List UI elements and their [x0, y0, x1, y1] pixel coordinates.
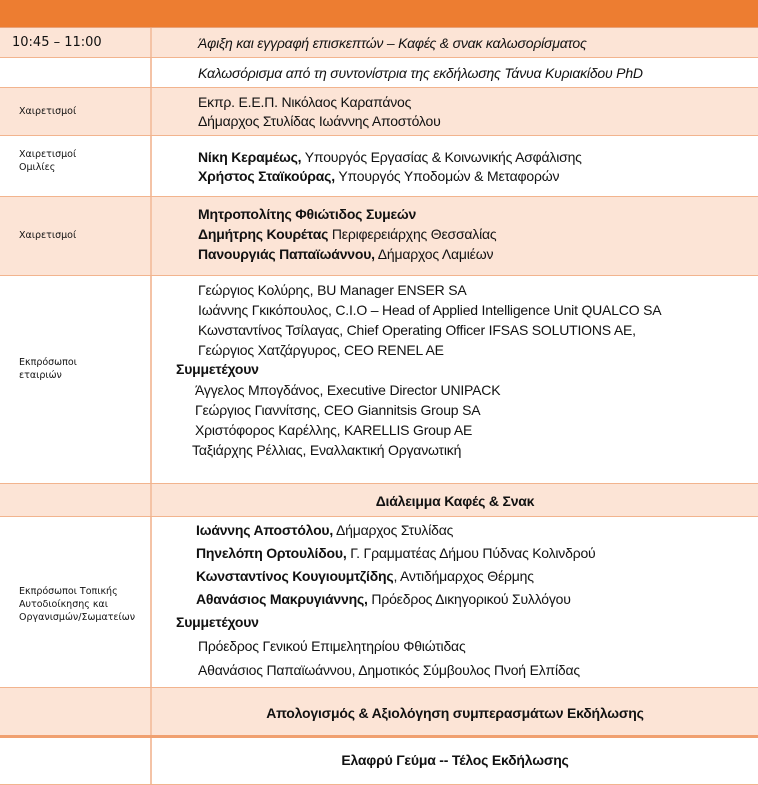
- activity-text: Ελαφρύ Γεύμα -- Τέλος Εκδήλωσης: [341, 752, 569, 768]
- speaker-line: [196, 544, 596, 562]
- participant-line: Ταξιάρχης Ρέλλιας, Εναλλακτική Οργανωτική: [192, 442, 462, 458]
- speakers-cell: [152, 88, 758, 135]
- speaker-role: Περιφερειάρχης Θεσσαλίας: [328, 226, 497, 242]
- category-cell: [0, 88, 152, 135]
- speaker-name: Πηνελόπη Ορτουλίδου,: [196, 545, 347, 561]
- speaker-line: [198, 225, 496, 243]
- agenda-row-greetings-1: [0, 88, 758, 136]
- speaker-line: [196, 567, 534, 585]
- activity-text: Άφιξη και εγγραφή επισκεπτών – Καφές & σνακ καλωσορίσματος: [198, 35, 587, 51]
- category-label: Ομιλίες: [19, 162, 56, 173]
- speaker-line: [198, 205, 416, 223]
- category-cell: [0, 738, 152, 784]
- speaker-role: Πρόεδρος Δικηγορικού Συλλόγου: [367, 591, 571, 607]
- participant-line: Αθανάσιος Παπαϊωάννου, Δημοτικός Σύμβουλος Πνοή Ελπίδας: [198, 662, 580, 678]
- category-label: Χαιρετισμοί: [19, 106, 77, 117]
- agenda-row-evaluation: [0, 688, 758, 738]
- time-slot: 10:45 – 11:00: [12, 35, 102, 50]
- category-cell: [0, 688, 152, 735]
- speaker-line: Εκπρ. Ε.Ε.Π. Νικόλαος Καραπάνος: [198, 94, 412, 110]
- speaker-name: Χρήστος Σταϊκούρας,: [198, 168, 335, 184]
- speakers-cell: [152, 197, 758, 275]
- participants-heading: Συμμετέχουν: [176, 361, 259, 377]
- category-cell: [0, 484, 152, 516]
- speaker-name: Αθανάσιος Μακρυγιάννης,: [196, 591, 368, 607]
- speaker-line: [198, 167, 559, 185]
- speaker-role: Δήμαρχος Στυλίδας: [333, 522, 454, 538]
- speaker-name: Μητροπολίτης Φθιώτιδος Συμεών: [198, 206, 417, 222]
- speakers-cell: [152, 517, 758, 687]
- activity-text: Καλωσόρισμα από τη συντονίστρια της εκδήλωσης Τάνυα Κυριακίδου PhD: [198, 65, 643, 81]
- speaker-role: Υπουργός Υποδομών & Μεταφορών: [334, 168, 560, 184]
- speaker-role: Δήμαρχος Λαμιέων: [374, 246, 494, 262]
- speaker-line: Γεώργιος Κολύρης, BU Manager ENSER SA: [198, 282, 467, 298]
- category-cell: [0, 276, 152, 483]
- activity-cell: [152, 58, 758, 87]
- activity-cell: [152, 484, 758, 516]
- agenda-row-lunch: [0, 738, 758, 785]
- speaker-line: Ιωάννης Γκικόπουλος, C.I.O – Head of Applied Intelligence Unit QUALCO SA: [198, 302, 662, 318]
- category-label: Αυτοδιοίκησης και: [19, 599, 108, 610]
- category-label: Οργανισμών/Σωματείων: [19, 612, 136, 623]
- speaker-line: Κωνσταντίνος Τσίλαγας, Chief Operating Officer IFSAS SOLUTIONS AE,: [198, 322, 636, 338]
- speaker-role: Υπουργός Εργασίας & Κοινωνικής Ασφάλισης: [301, 149, 582, 165]
- agenda-row-arrival: [0, 28, 758, 58]
- speaker-line: [196, 590, 571, 608]
- category-cell: [0, 136, 152, 196]
- category-label: Εκπρόσωποι: [19, 357, 77, 368]
- agenda-row-welcome: [0, 58, 758, 88]
- activity-text: Διάλειμμα Καφές & Σνακ: [375, 493, 535, 509]
- category-label: εταιριών: [19, 370, 62, 381]
- activity-cell: [152, 688, 758, 735]
- activity-text: Απολογισμός & Αξιολόγηση συμπερασμάτων Εκδήλωσης: [266, 705, 644, 721]
- activity-cell: [152, 738, 758, 784]
- speaker-name: Ιωάννης Αποστόλου,: [196, 522, 334, 538]
- participant-line: Πρόεδρος Γενικού Επιμελητηρίου Φθιώτιδας: [198, 638, 466, 654]
- speaker-role: , Αντιδήμαρχος Θέρμης: [393, 568, 534, 584]
- participant-line: Άγγελος Μπογδάνος, Executive Director UNIPACK: [195, 382, 501, 398]
- speaker-line: Γεώργιος Χατζάργυρος, CEO RENEL AE: [198, 342, 444, 358]
- speakers-cell: [152, 136, 758, 196]
- speaker-name: Κωνσταντίνος Κουγιουμτζίδης: [196, 568, 394, 584]
- agenda-row-companies: [0, 276, 758, 484]
- speaker-name: Δημήτρης Κουρέτας: [198, 226, 329, 242]
- speaker-role: Γ. Γραμματέας Δήμου Πύδνας Κολινδρού: [346, 545, 596, 561]
- category-cell: [0, 197, 152, 275]
- activity-cell: [152, 28, 758, 57]
- speaker-line: [196, 521, 453, 539]
- participant-line: Χριστόφορος Καρέλλης, KARELLIS Group AE: [195, 422, 473, 438]
- speakers-cell: [152, 276, 758, 483]
- category-cell: [0, 517, 152, 687]
- category-label: Εκπρόσωποι Τοπικής: [19, 586, 118, 597]
- participant-line: Γεώργιος Γιαννίτσης, CEO Giannitsis Group SA: [195, 402, 481, 418]
- participants-heading: Συμμετέχουν: [176, 614, 259, 630]
- category-label: Χαιρετισμοί: [19, 149, 77, 160]
- agenda-row-coffee-break: [0, 484, 758, 517]
- header-bar: [0, 0, 758, 28]
- agenda-row-greetings-speeches: [0, 136, 758, 197]
- time-cell: [0, 28, 152, 57]
- agenda-row-local-government: [0, 517, 758, 688]
- category-label: Χαιρετισμοί: [19, 230, 77, 241]
- speaker-line: [198, 245, 493, 263]
- speaker-name: Πανουργιάς Παπαϊωάννου,: [198, 246, 375, 262]
- time-cell: [0, 58, 152, 87]
- speaker-line: Δήμαρχος Στυλίδας Ιωάννης Αποστόλου: [198, 113, 441, 129]
- speaker-line: [198, 148, 582, 166]
- speaker-name: Νίκη Κεραμέως,: [198, 149, 302, 165]
- agenda-row-greetings-2: [0, 197, 758, 276]
